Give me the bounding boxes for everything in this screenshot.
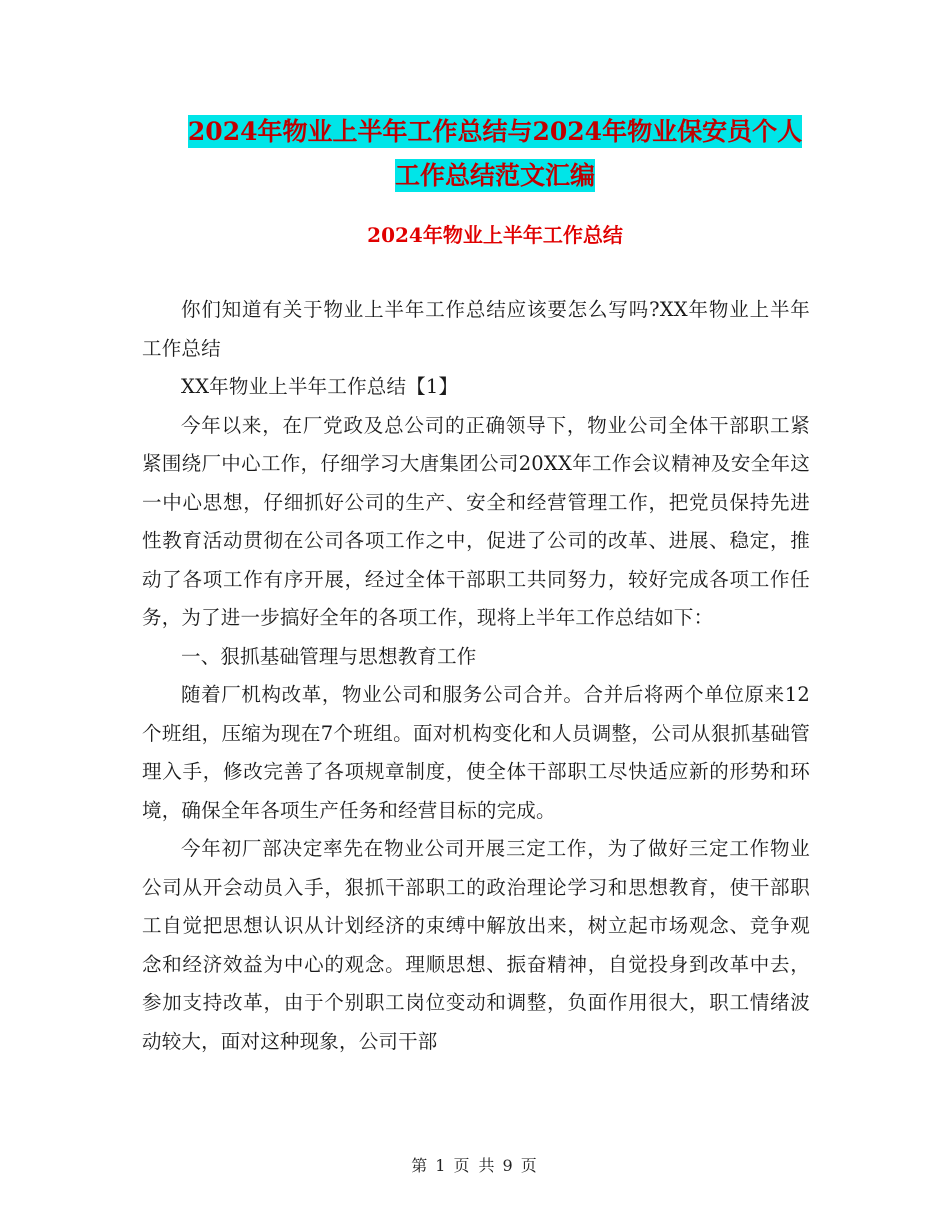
footer-prefix: 第 [411,1156,430,1175]
page-footer [0,1153,950,1176]
paragraph-subtitle: XX年物业上半年工作总结【1】 [181,375,459,398]
paragraph-intro: 你们知道有关于物业上半年工作总结应该要怎么写吗?XX年物业上半年工作总结 [142,298,810,360]
section-title: 2024年物业上半年工作总结 [367,223,623,247]
document-title [140,110,850,198]
footer-page-number: 1 [435,1156,448,1175]
paragraph-restructure: 随着厂机构改革，物业公司和服务公司合并。合并后将两个单位原来12个班组，压缩为现在7个班组。面对机构变化和人员调整，公司从狠抓基础管理入手，修改完善了各项规章制度，使全体干部职工尽快适应新的形势和环境，确保全年各项生产任务和经营目标的完成。 [142,683,810,822]
paragraph-three-fixed: 今年初厂部决定率先在物业公司开展三定工作，为了做好三定工作物业公司从开会动员入手，狠抓干部职工的政治理论学习和思想教育，使干部职工自觉把思想认识从计划经济的束缚中解放出来，树立起市场观念、竞争观念和经济效益为中心的观念。理顺思想、振奋精神，自觉投身到改革中去，参加支持改革，由于个别职工岗位变动和调整，负面作用很大，职工情绪波动较大，面对这种现象，公司干部 [142,837,810,1053]
document-title-line-1: 2024年物业上半年工作总结与2024年物业保安员个人 [187,117,803,146]
footer-mid: 页 共 [453,1156,497,1175]
paragraph-overview: 今年以来，在厂党政及总公司的正确领导下，物业公司全体干部职工紧紧围绕厂中心工作，仔细学习大唐集团公司20XX年工作会议精神及安全年这一中心思想，仔细抓好公司的生产、安全和经营管理工作，把党员保持先进性教育活动贯彻在公司各项工作之中，促进了公司的改革、进展、稳定，推动了各项工作有序开展，经过全体干部职工共同努力，较好完成各项工作任务，为了进一步搞好全年的各项工作，现将上半年工作总结如下： [142,413,810,629]
footer-suffix: 页 [520,1156,539,1175]
footer-total-pages: 9 [502,1156,515,1175]
paragraph-heading-1: 一、狠抓基础管理与思想教育工作 [181,644,477,668]
document-title-line-2: 工作总结范文汇编 [394,161,595,190]
document-body [142,291,810,1061]
